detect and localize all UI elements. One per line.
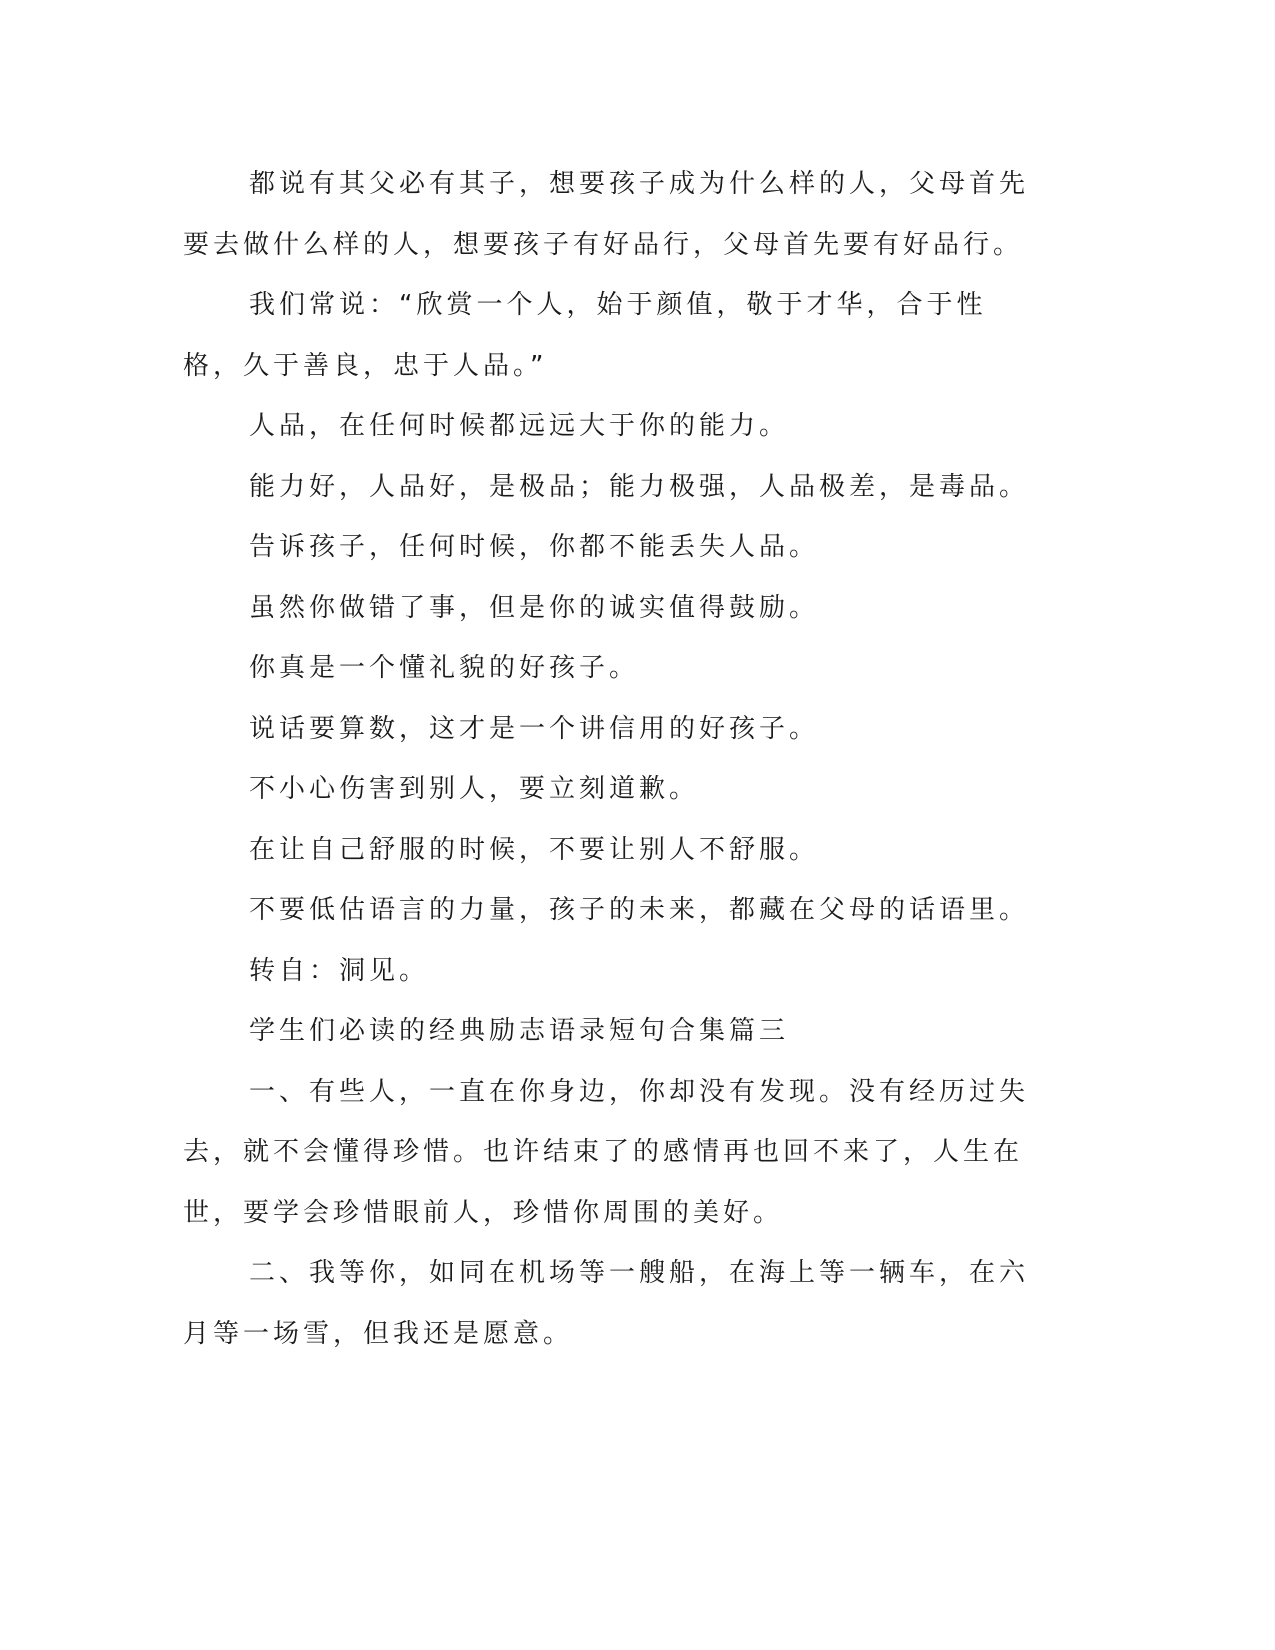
paragraph: 一、有些人，一直在你身边，你却没有发现。没有经历过失去，就不会懂得珍惜。也许结束了的感情再也回不来了，人生在世，要学会珍惜眼前人，珍惜你周围的美好。	[183, 1076, 1030, 1228]
paragraph: 不小心伤害到别人，要立刻道歉。	[249, 774, 700, 804]
document-body	[183, 154, 1043, 1364]
paragraph: 转自：洞见。	[249, 955, 430, 986]
paragraph: 说话要算数，这才是一个讲信用的好孩子。	[249, 713, 820, 744]
paragraph: 虽然你做错了事，但是你的诚实值得鼓励。	[249, 592, 820, 623]
paragraph: 人品，在任何时候都远远大于你的能力。	[249, 411, 790, 441]
paragraph: 告诉孩子，任何时候，你都不能丢失人品。	[249, 532, 820, 562]
paragraph: 都说有其父必有其子，想要孩子成为什么样的人，父母首先要去做什么样的人，想要孩子有好品行，父母首先要有好品行。	[183, 169, 1030, 260]
paragraph: 在让自己舒服的时候，不要让别人不舒服。	[249, 834, 820, 865]
paragraph: 二、我等你，如同在机场等一艘船，在海上等一辆车，在六月等一场雪，但我还是愿意。	[183, 1258, 1030, 1349]
paragraph: 能力好，人品好，是极品；能力极强，人品极差，是毒品。	[249, 471, 1030, 502]
paragraph: 不要低估语言的力量，孩子的未来，都藏在父母的话语里。	[249, 895, 1030, 925]
paragraph: 我们常说：“欣赏一个人，始于颜值，敬于才华，合于性格，久于善良，忠于人品。”	[183, 290, 987, 381]
paragraph: 你真是一个懂礼貌的好孩子。	[249, 653, 640, 683]
section-heading: 学生们必读的经典励志语录短句合集篇三	[249, 1016, 790, 1046]
